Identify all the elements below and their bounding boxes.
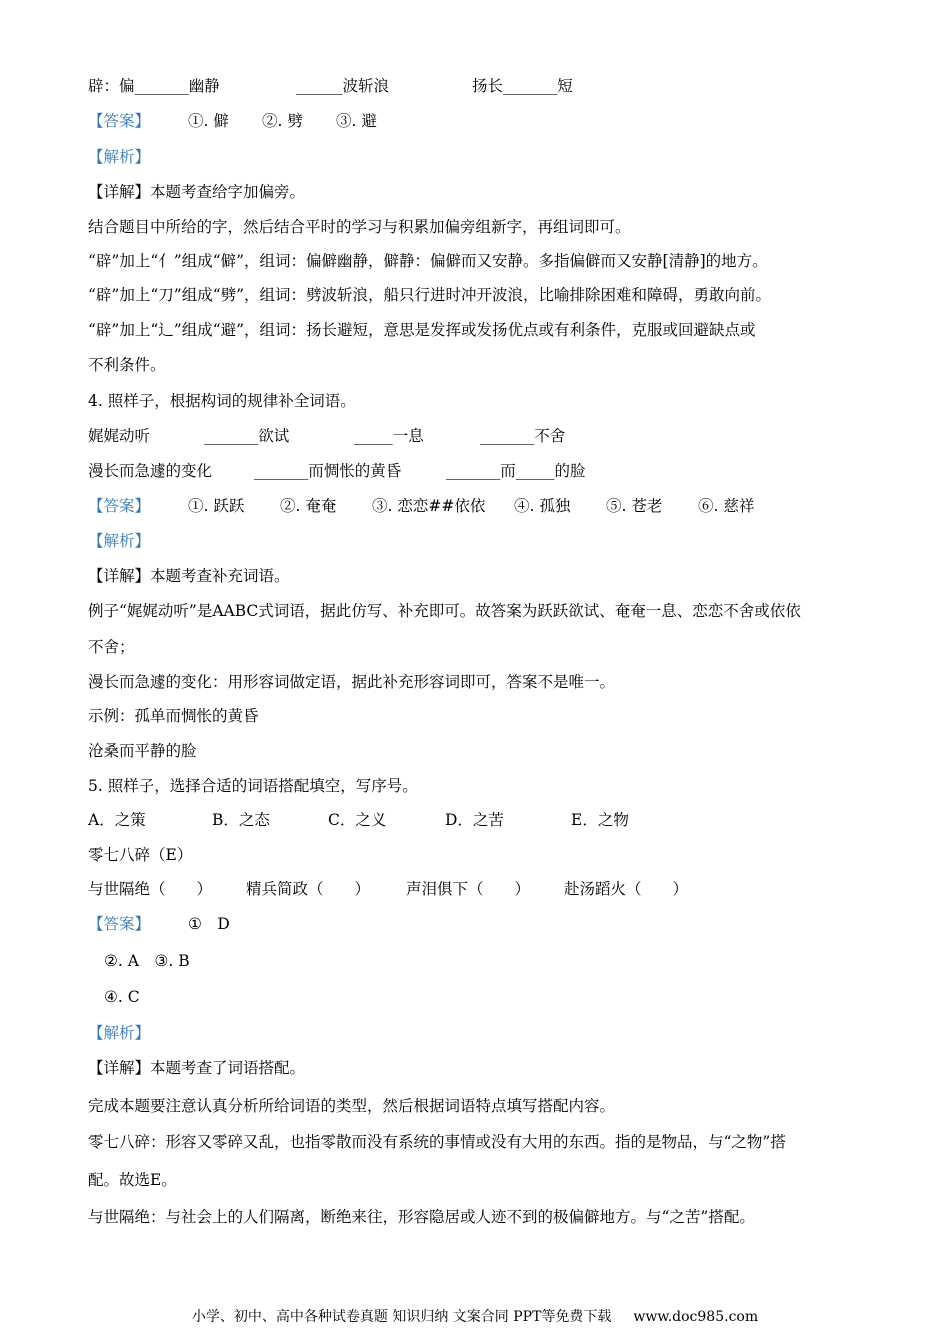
footer-url[interactable]: www.doc985.com xyxy=(633,1309,759,1325)
paragraph: 完成本题要注意认真分析所给词语的类型，然后根据词语特点填写搭配内容。 xyxy=(88,1097,616,1115)
answer-item: ①. 僻 xyxy=(188,112,229,130)
fill-blank: _______而惆怅的黄昏 xyxy=(254,462,402,480)
detail-text: 本题考查给字加偏旁。 xyxy=(150,183,306,201)
answer-item: ⑥. 慈祥 xyxy=(698,497,755,515)
answer-label: 【答案】 xyxy=(88,915,151,933)
fill-blank: _____一息 xyxy=(354,427,424,445)
paragraph: 漫长而急遽的变化：用形容词做定语，据此补充形容词即可，答案不是唯一。 xyxy=(88,673,616,691)
match-item: 与世隔绝（ ） xyxy=(88,880,213,898)
analysis-label: 【解析】 xyxy=(88,532,151,550)
answer-label: 【答案】 xyxy=(88,112,151,130)
answer-item: ③. 避 xyxy=(336,112,377,130)
question-title: 5. 照样子，选择合适的词语搭配填空，写序号。 xyxy=(88,777,418,795)
answer-item: ① D xyxy=(188,915,230,933)
option-e: E．之物 xyxy=(571,811,629,829)
example-word: 娓娓动听 xyxy=(88,427,151,445)
match-item: 赴汤蹈火（ ） xyxy=(564,880,689,898)
page-footer xyxy=(0,1306,950,1326)
paragraph: “辟”加上“亻”组成“僻”，组词：偏僻幽静，僻静：偏僻而又安静。多指偏僻而又安静[清静]的地方。 xyxy=(88,252,768,270)
paragraph: 例子“娓娓动听”是AABC式词语，据此仿写、补充即可。故答案为跃跃欲试、奄奄一息、恋恋不舍或依依 xyxy=(88,602,801,620)
paragraph: 与世隔绝：与社会上的人们隔离，断绝来往，形容隐居或人迹不到的极偏僻地方。与“之苦”搭配。 xyxy=(88,1208,755,1226)
paragraph: 不舍； xyxy=(88,638,135,656)
detail-label: 【详解】 xyxy=(88,1059,151,1077)
answer-item: ③. 恋恋##依依 xyxy=(372,497,486,515)
option-d: D．之苦 xyxy=(445,811,504,829)
detail-line xyxy=(88,1058,305,1078)
example-word: 漫长而急遽的变化 xyxy=(88,462,213,480)
answer-item: ②. 劈 xyxy=(262,112,303,130)
paragraph: 零七八碎：形容又零碎又乱，也指零散而没有系统的事情或没有大用的东西。指的是物品，与“之物”搭 xyxy=(88,1133,786,1151)
paragraph: “辟”加上“辶”组成“避”，组词：扬长避短，意思是发挥或发扬优点或有利条件，克服或回避缺点或 xyxy=(88,321,756,339)
fill-blank: _______而_____的脸 xyxy=(446,462,586,480)
detail-text: 本题考查补充词语。 xyxy=(150,567,290,585)
detail-line xyxy=(88,182,305,202)
answer-item: ①. 跃跃 xyxy=(188,497,245,515)
option-a: A．之策 xyxy=(88,811,146,829)
detail-line xyxy=(88,566,290,586)
question-title: 4. 照样子，根据构词的规律补全词语。 xyxy=(88,392,356,410)
option-c: C．之义 xyxy=(328,811,387,829)
answer-label: 【答案】 xyxy=(88,497,151,515)
detail-label: 【详解】 xyxy=(88,183,151,201)
option-b: B．之态 xyxy=(212,811,270,829)
match-item: 声泪俱下（ ） xyxy=(406,880,531,898)
detail-label: 【详解】 xyxy=(88,567,151,585)
match-item: 精兵简政（ ） xyxy=(246,880,371,898)
paragraph: 不利条件。 xyxy=(88,356,166,374)
answer-item: ②. 奄奄 xyxy=(280,497,337,515)
q3-blank-3: 扬长_______短 xyxy=(472,77,573,95)
answer-item: ⑤. 苍老 xyxy=(606,497,663,515)
answer-item: ②. A ③. B xyxy=(104,952,190,970)
footer-text: 小学、初中、高中各种试卷真题 知识归纳 文案合同 PPT等免费下载 xyxy=(191,1309,612,1325)
paragraph: 示例：孤单而惆怅的黄昏 xyxy=(88,707,259,725)
detail-text: 本题考查了词语搭配。 xyxy=(150,1059,306,1077)
paragraph: “辟”加上“刀”组成“劈”，组词：劈波斩浪，船只行进时冲开波浪，比喻排除困难和障碍，勇敢向前。 xyxy=(88,286,772,304)
paragraph: 配。故选E。 xyxy=(88,1171,177,1189)
answer-item: ④. 孤独 xyxy=(514,497,571,515)
fill-blank: _______不舍 xyxy=(480,427,566,445)
fill-blank: _______欲试 xyxy=(204,427,290,445)
q3-blank-2: ______波斩浪 xyxy=(296,77,390,95)
paragraph: 沧桑而平静的脸 xyxy=(88,742,197,760)
analysis-label: 【解析】 xyxy=(88,148,151,166)
paragraph: 结合题目中所给的字，然后结合平时的学习与积累加偏旁组新字，再组词即可。 xyxy=(88,218,631,236)
q3-blank-1: 辟：偏_______幽静 xyxy=(88,77,220,95)
analysis-label: 【解析】 xyxy=(88,1024,151,1042)
answer-item: ④. C xyxy=(104,988,140,1006)
example-word: 零七八碎（E） xyxy=(88,846,193,864)
